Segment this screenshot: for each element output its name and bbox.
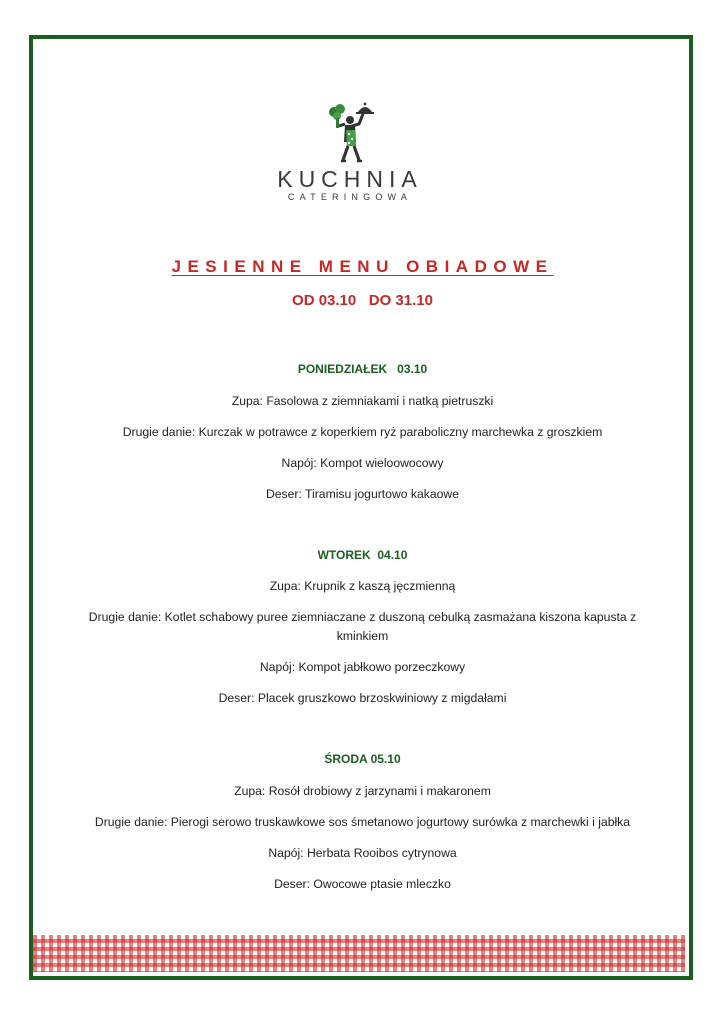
- menu-line-soup: Zupa: Krupnik z kaszą jęczmienną: [269, 579, 456, 593]
- menu-line-dessert: Deser: Placek gruszkowo brzoskwiniowy z migdałami: [218, 691, 507, 705]
- menu-line-main: Drugie danie: Kotlet schabowy puree ziemniaczane z duszoną cebulką zasmażana kiszona kapusta z kminkiem: [88, 610, 637, 643]
- menu-line-drink: Napój: Herbata Rooibos cytrynowa: [268, 846, 457, 860]
- menu-line-drink: Napój: Kompot jabłkowo porzeczkowy: [259, 660, 466, 674]
- menu-date-range: OD 03.10 DO 31.10: [292, 292, 433, 309]
- day-title-tuesday: WTOREK 04.10: [317, 548, 408, 562]
- menu-line-soup: Zupa: Fasolowa z ziemniakami i natką pietruszki: [231, 394, 494, 408]
- menu-line-drink: Napój: Kompot wieloowocowy: [281, 456, 444, 470]
- chef-logo-icon: [325, 100, 377, 166]
- checkered-tablecloth-border: [33, 935, 685, 972]
- menu-line-main: Drugie danie: Pierogi serowo truskawkowe sos śmetanowo jogurtowy surówka z marchewki i jabłka: [94, 815, 631, 829]
- day-title-wednesday: ŚRODA 05.10: [324, 752, 401, 766]
- brand-name: KUCHNIA: [277, 166, 423, 192]
- brand-logo: [255, 100, 445, 210]
- menu-line-main: Drugie danie: Kurczak w potrawce z koperkiem ryż paraboliczny marchewka z groszkiem: [122, 425, 603, 439]
- menu-line-dessert: Deser: Tiramisu jogurtowo kakaowe: [265, 487, 460, 501]
- brand-subtitle: CATERINGOWA: [287, 192, 413, 202]
- menu-line-soup: Zupa: Rosół drobiowy z jarzynami i makaronem: [234, 784, 491, 798]
- menu-line-dessert: Deser: Owocowe ptasie mleczko: [274, 877, 451, 891]
- day-title-monday: PONIEDZIAŁEK 03.10: [297, 362, 428, 376]
- menu-title: JESIENNE MENU OBIADOWE: [171, 257, 554, 276]
